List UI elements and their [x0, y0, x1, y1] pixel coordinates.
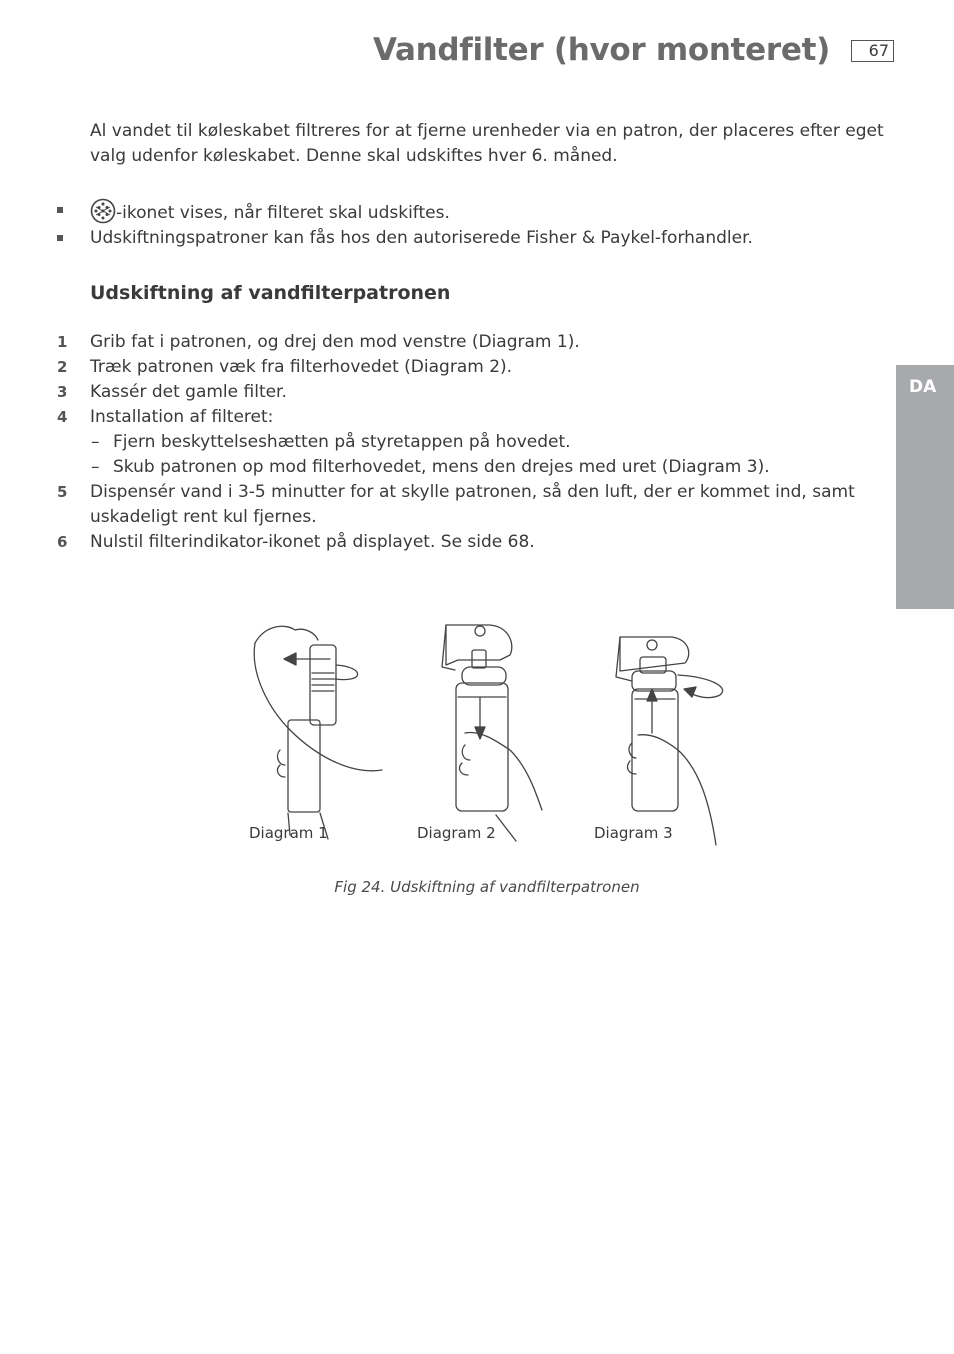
step-text: Installation af filteret:: [90, 407, 274, 427]
diagram-label: Diagram 2: [417, 824, 496, 842]
step-text: Dispensér vand i 3-5 minutter for at skylle patronen, så den luft, der er kommet ind, samt uskadeligt rent kul fjernes.: [90, 482, 855, 527]
bullet-text: Udskiftningspatroner kan fås hos den autoriserede Fisher & Paykel-forhandler.: [90, 228, 753, 248]
step-number: 5: [57, 483, 68, 501]
language-tab: [896, 365, 954, 609]
step-number: 6: [57, 533, 68, 551]
step-item: [57, 380, 857, 405]
bullet-marker: [57, 235, 63, 241]
step-item: [57, 480, 857, 530]
step-item: [57, 330, 857, 355]
list-item: [57, 226, 897, 251]
list-item: [57, 198, 897, 226]
step-number: 1: [57, 333, 68, 351]
language-tab-label: DA: [909, 377, 937, 397]
dash-marker: –: [91, 457, 100, 477]
page-title: Vandfilter (hvor monteret): [373, 32, 830, 68]
dash-marker: –: [91, 432, 100, 452]
step-item: [57, 530, 857, 555]
substep-item: [57, 430, 857, 455]
step-text: Grib fat i patronen, og drej den mod venstre (Diagram 1).: [90, 332, 580, 352]
step-text: Træk patronen væk fra filterhovedet (Diagram 2).: [90, 357, 513, 377]
substep-text: Fjern beskyttelseshætten på styretappen på hovedet.: [113, 432, 571, 452]
substep-item: [57, 455, 857, 480]
step-number: 3: [57, 383, 68, 401]
bullet-marker: [57, 207, 63, 213]
substep-text: Skub patronen op mod filterhovedet, mens den drejes med uret (Diagram 3).: [113, 457, 770, 477]
filter-indicator-icon: [90, 198, 116, 224]
diagram-2-illustration: [442, 625, 542, 841]
step-item: [57, 355, 857, 380]
steps-list: [57, 330, 857, 555]
intro-paragraph: Al vandet til køleskabet filtreres for at fjerne urenheder via en patron, der placeres efter eget valg udenfor køleskabet. Denne skal udskiftes hver 6. måned.: [90, 121, 884, 166]
bullet-list: [57, 198, 897, 251]
diagram-3-illustration: [616, 637, 723, 845]
step-item: [57, 405, 857, 430]
step-number: 2: [57, 358, 68, 376]
step-text: Kassér det gamle filter.: [90, 382, 287, 402]
step-text: Nulstil filterindikator-ikonet på displayet. Se side 68.: [90, 532, 535, 552]
diagram-label: Diagram 1: [249, 824, 328, 842]
filter-replacement-figure: [240, 615, 740, 855]
bullet-text: -ikonet vises, når filteret skal udskiftes.: [116, 203, 450, 223]
diagram-label: Diagram 3: [594, 824, 673, 842]
section-heading: Udskiftning af vandfilterpatronen: [90, 282, 451, 304]
figure-caption: Fig 24. Udskiftning af vandfilterpatronen: [334, 878, 640, 896]
step-number: 4: [57, 408, 68, 426]
page-number: 67: [851, 40, 894, 62]
diagram-1-illustration: [254, 626, 382, 839]
